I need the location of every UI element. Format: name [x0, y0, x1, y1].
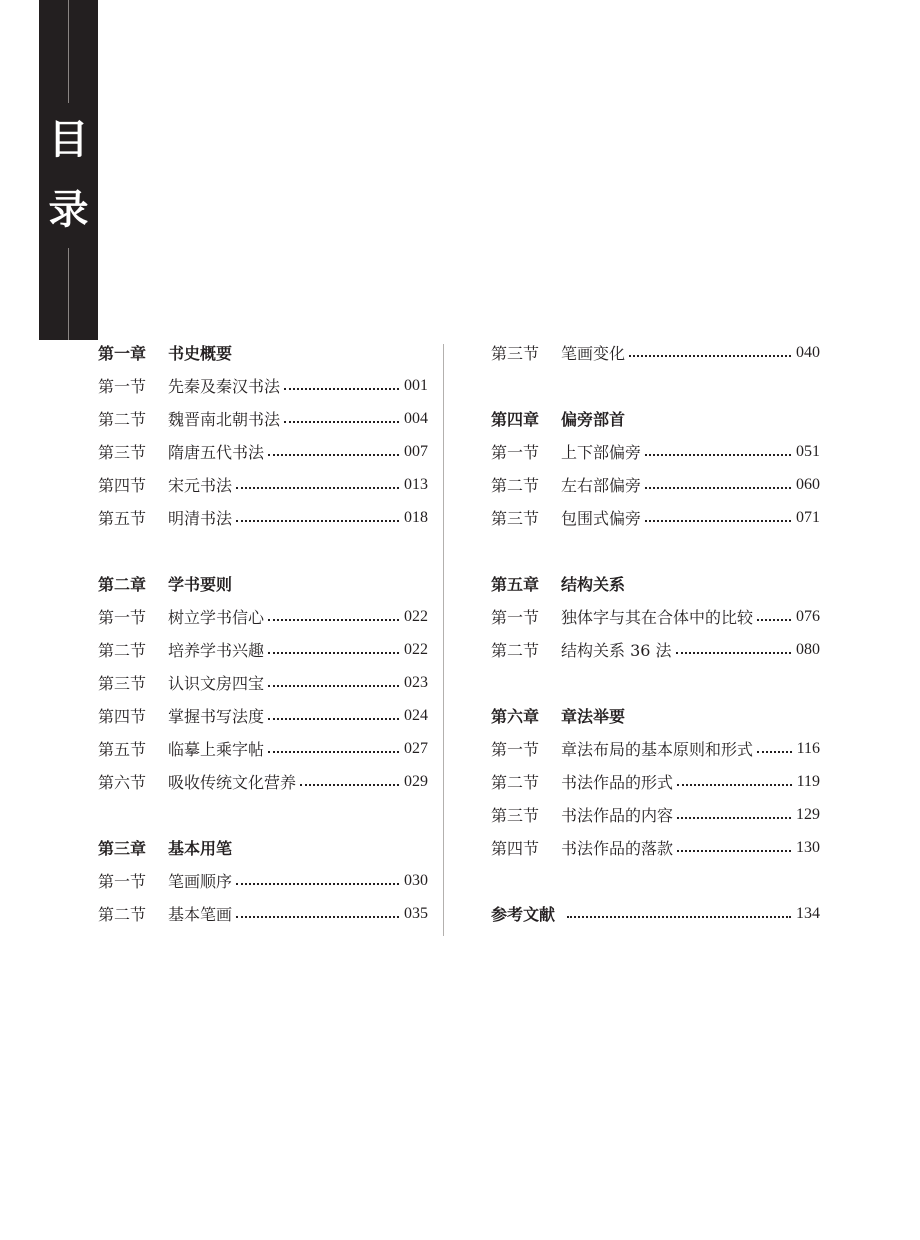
chapter-title: 书史概要 — [168, 344, 233, 363]
toc-references-entry[interactable] — [491, 897, 820, 930]
page-number: 060 — [796, 475, 820, 493]
chapter-number: 第二章 — [98, 575, 147, 594]
toc-section-entry[interactable] — [98, 402, 428, 435]
page-number: 007 — [404, 442, 428, 460]
chapter-title: 学书要则 — [168, 575, 233, 594]
leader-dots — [677, 834, 791, 852]
page-number: 130 — [796, 838, 820, 856]
toc-spacer — [98, 534, 428, 567]
section-title: 独体字与其在合体中的比较 — [561, 608, 754, 627]
page-number: 129 — [796, 805, 820, 823]
leader-dots — [268, 438, 399, 456]
leader-dots — [645, 438, 791, 456]
section-number: 第一节 — [491, 740, 540, 759]
section-title: 书法作品的内容 — [561, 806, 674, 825]
toc-chapter-heading[interactable] — [98, 336, 428, 369]
section-number: 第二节 — [98, 641, 147, 660]
chapter-number: 第五章 — [491, 575, 540, 594]
section-number: 第一节 — [98, 377, 147, 396]
section-number: 第二节 — [98, 905, 147, 924]
toc-chapter-heading[interactable] — [491, 699, 820, 732]
chapter-title: 结构关系 — [561, 575, 626, 594]
leader-dots — [268, 669, 399, 687]
toc-section-entry[interactable] — [491, 765, 820, 798]
page-number: 024 — [404, 706, 428, 724]
toc-section-entry[interactable] — [98, 369, 428, 402]
leader-dots — [268, 603, 399, 621]
page-number: 051 — [796, 442, 820, 460]
band-divider-bottom — [68, 248, 69, 340]
references-title: 参考文献 — [491, 905, 556, 924]
chapter-number: 第一章 — [98, 344, 147, 363]
chapter-title: 基本用笔 — [168, 839, 233, 858]
section-title: 上下部偏旁 — [561, 443, 642, 462]
leader-dots — [757, 735, 792, 753]
toc-spacer — [98, 798, 428, 831]
leader-dots — [284, 372, 399, 390]
page-number: 030 — [404, 871, 428, 889]
page-number: 035 — [404, 904, 428, 922]
chapter-title: 偏旁部首 — [561, 410, 626, 429]
toc-section-entry[interactable] — [98, 732, 428, 765]
leader-dots — [268, 636, 399, 654]
page-number: 071 — [796, 508, 820, 526]
section-number: 第一节 — [491, 443, 540, 462]
toc-chapter-heading[interactable] — [491, 402, 820, 435]
leader-dots — [645, 504, 791, 522]
section-title: 吸收传统文化营养 — [168, 773, 297, 792]
toc-section-entry[interactable] — [491, 435, 820, 468]
toc-heading-char-1: 目 — [48, 116, 89, 163]
toc-section-entry[interactable] — [98, 699, 428, 732]
toc-right-column — [491, 336, 820, 930]
toc-section-entry[interactable] — [98, 600, 428, 633]
toc-section-entry[interactable] — [98, 501, 428, 534]
leader-dots — [236, 900, 399, 918]
section-title: 结构关系 36 法 — [561, 641, 672, 660]
leader-dots — [677, 801, 791, 819]
page-number: 013 — [404, 475, 428, 493]
chapter-title: 章法举要 — [561, 707, 626, 726]
toc-title-band — [39, 0, 98, 340]
column-divider — [443, 344, 444, 936]
toc-section-entry[interactable] — [98, 765, 428, 798]
section-title: 掌握书写法度 — [168, 707, 265, 726]
section-title: 临摹上乘字帖 — [168, 740, 265, 759]
section-number: 第三节 — [98, 443, 147, 462]
section-number: 第四节 — [98, 476, 147, 495]
section-title: 培养学书兴趣 — [168, 641, 265, 660]
page-number: 022 — [404, 607, 428, 625]
toc-chapter-heading[interactable] — [491, 567, 820, 600]
section-number: 第二节 — [491, 773, 540, 792]
chapter-number: 第六章 — [491, 707, 540, 726]
section-number: 第三节 — [491, 344, 540, 363]
toc-section-entry[interactable] — [98, 435, 428, 468]
section-title: 书法作品的落款 — [561, 839, 674, 858]
leader-dots — [645, 471, 791, 489]
page-number: 134 — [796, 904, 820, 922]
section-number: 第四节 — [98, 707, 147, 726]
toc-section-entry[interactable] — [98, 633, 428, 666]
section-number: 第一节 — [491, 608, 540, 627]
section-title: 章法布局的基本原则和形式 — [561, 740, 754, 759]
section-number: 第五节 — [98, 509, 147, 528]
section-number: 第六节 — [98, 773, 147, 792]
page-number: 076 — [796, 607, 820, 625]
toc-section-entry[interactable] — [491, 798, 820, 831]
toc-spacer — [491, 369, 820, 402]
page-number: 023 — [404, 673, 428, 691]
page-number: 001 — [404, 376, 428, 394]
page-number: 119 — [796, 772, 820, 790]
page-number: 004 — [404, 409, 428, 427]
section-title: 书法作品的形式 — [561, 773, 674, 792]
toc-chapter-heading[interactable] — [98, 567, 428, 600]
toc-section-entry[interactable] — [98, 897, 428, 930]
toc-left-column — [98, 336, 428, 930]
toc-section-entry[interactable] — [491, 468, 820, 501]
leader-dots — [629, 339, 791, 357]
leader-dots — [236, 504, 399, 522]
leader-dots — [268, 702, 399, 720]
section-title: 明清书法 — [168, 509, 233, 528]
section-title: 先秦及秦汉书法 — [168, 377, 281, 396]
section-number: 第二节 — [98, 410, 147, 429]
section-number: 第二节 — [491, 641, 540, 660]
toc-spacer — [491, 534, 820, 567]
toc-section-entry[interactable] — [491, 732, 820, 765]
toc-spacer — [491, 864, 820, 897]
chapter-number: 第四章 — [491, 410, 540, 429]
section-number: 第一节 — [98, 608, 147, 627]
section-title: 认识文房四宝 — [168, 674, 265, 693]
toc-spacer — [491, 666, 820, 699]
section-title: 左右部偏旁 — [561, 476, 642, 495]
toc-section-entry[interactable] — [491, 633, 820, 666]
toc-chapter-heading[interactable] — [98, 831, 428, 864]
toc-section-entry[interactable] — [491, 831, 820, 864]
page-number: 018 — [404, 508, 428, 526]
section-number: 第三节 — [98, 674, 147, 693]
leader-dots — [284, 405, 399, 423]
leader-dots — [300, 768, 399, 786]
section-title: 笔画顺序 — [168, 872, 233, 891]
band-divider-top — [68, 0, 69, 103]
page-number: 027 — [404, 739, 428, 757]
page-number: 116 — [796, 739, 820, 757]
section-title: 树立学书信心 — [168, 608, 265, 627]
toc-section-entry[interactable] — [98, 666, 428, 699]
toc-section-entry[interactable] — [491, 336, 820, 369]
leader-dots — [236, 867, 399, 885]
section-title: 笔画变化 — [561, 344, 626, 363]
page-number: 040 — [796, 343, 820, 361]
section-title: 包围式偏旁 — [561, 509, 642, 528]
leader-dots — [567, 900, 791, 918]
section-number: 第一节 — [98, 872, 147, 891]
toc-section-entry[interactable] — [98, 468, 428, 501]
section-number: 第三节 — [491, 806, 540, 825]
section-number: 第三节 — [491, 509, 540, 528]
section-title: 隋唐五代书法 — [168, 443, 265, 462]
section-number: 第五节 — [98, 740, 147, 759]
toc-heading-char-2: 录 — [48, 186, 89, 233]
section-title: 宋元书法 — [168, 476, 233, 495]
page-number: 029 — [404, 772, 428, 790]
leader-dots — [268, 735, 399, 753]
page-number: 022 — [404, 640, 428, 658]
section-number: 第四节 — [491, 839, 540, 858]
leader-dots — [236, 471, 399, 489]
chapter-number: 第三章 — [98, 839, 147, 858]
section-number: 第二节 — [491, 476, 540, 495]
leader-dots — [676, 636, 791, 654]
leader-dots — [677, 768, 792, 786]
leader-dots — [757, 603, 791, 621]
toc-section-entry[interactable] — [491, 600, 820, 633]
section-title: 基本笔画 — [168, 905, 233, 924]
toc-section-entry[interactable] — [491, 501, 820, 534]
toc-section-entry[interactable] — [98, 864, 428, 897]
section-title: 魏晋南北朝书法 — [168, 410, 281, 429]
page-number: 080 — [796, 640, 820, 658]
